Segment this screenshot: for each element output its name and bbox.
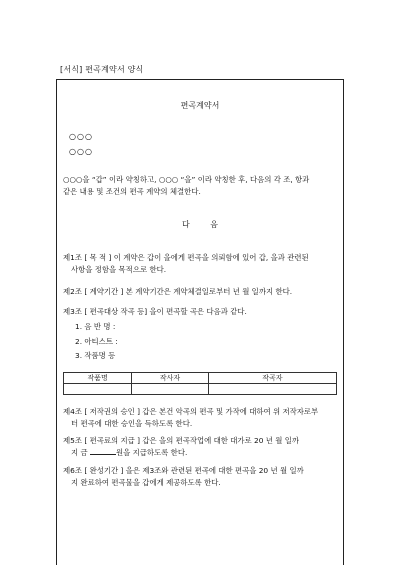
- article-1-line: 제1조 [ 목 적 ] 이 계약은 갑이 을에게 편곡을 의뢰함에 있어 갑, 을과 관련된: [63, 253, 309, 262]
- party-b: ○○○: [69, 147, 93, 156]
- intro-line: ○○○을 “갑” 이라 약칭하고, ○○○ “을” 이라 약칭한 후, 다음의 각 조, 항과: [63, 175, 310, 184]
- article-6-line: 지 완료하여 편곡물을 갑에게 제공하도록 한다.: [71, 478, 221, 487]
- article-2-line: 제2조 [ 계약기간 ] 본 계약기간은 계약체결일로부터 년 월 일까지 한다.: [63, 287, 293, 296]
- contract-title: 편곡계약서: [180, 101, 220, 110]
- article-4-line: 터 편곡에 대한 승인을 득하도록 한다.: [71, 419, 193, 428]
- table-cell: [208, 384, 336, 395]
- article-3-item: 1. 음 반 명 :: [75, 322, 116, 331]
- section-heading: 다 음: [182, 220, 218, 229]
- article-4: [63, 406, 339, 430]
- article-3: [63, 306, 339, 318]
- article-3-item: 3. 작품명 등: [75, 351, 116, 360]
- article-5-line: 제5조 [ 편곡료의 지급 ] 갑은 을의 편곡작업에 대한 대가로 20 년 월 일까: [63, 436, 300, 445]
- article-4-line: 제4조 [ 저작권의 승인 ] 갑은 본건 악곡의 편곡 및 가작에 대하여 위 저작자로부: [63, 407, 319, 416]
- party-a: ○○○: [69, 132, 93, 141]
- article-5-amount-prefix: 지 금: [71, 448, 88, 457]
- table-cell: [132, 384, 208, 395]
- table-header-row: [64, 373, 337, 384]
- article-5-amount-suffix: 원을 지급하도록 한다.: [116, 448, 188, 457]
- table-header-title: 작품명: [64, 373, 132, 384]
- table-header-composer: 작곡자: [208, 373, 336, 384]
- table-row: [64, 384, 337, 395]
- article-1: [63, 252, 339, 276]
- article-6-line: 제6조 [ 완성기간 ] 을은 제3조와 관련된 편곡에 대한 편곡을 20 년 월 일까: [63, 466, 304, 475]
- amount-blank: [90, 447, 116, 455]
- article-5-line: [63, 447, 339, 459]
- article-2: [63, 286, 339, 298]
- article-5: [63, 435, 339, 459]
- intro-line: 같은 내용 및 조건의 편곡 계약의 체결한다.: [63, 187, 201, 196]
- table-cell: [64, 384, 132, 395]
- article-3-item: 2. 아티스트 :: [75, 337, 118, 346]
- document-header: [서식] 편곡계약서 양식: [60, 65, 144, 74]
- table-header-lyricist: 작사자: [132, 373, 208, 384]
- article-1-line: 사항을 정함을 목적으로 한다.: [71, 265, 167, 274]
- article-3-line: 제3조 [ 편곡대상 작곡 등] 을이 편곡할 곡은 다음과 같다.: [63, 307, 247, 316]
- intro-paragraph: [63, 174, 339, 198]
- contract-frame: [56, 79, 344, 565]
- article-6: [63, 465, 339, 489]
- works-table: [63, 372, 337, 395]
